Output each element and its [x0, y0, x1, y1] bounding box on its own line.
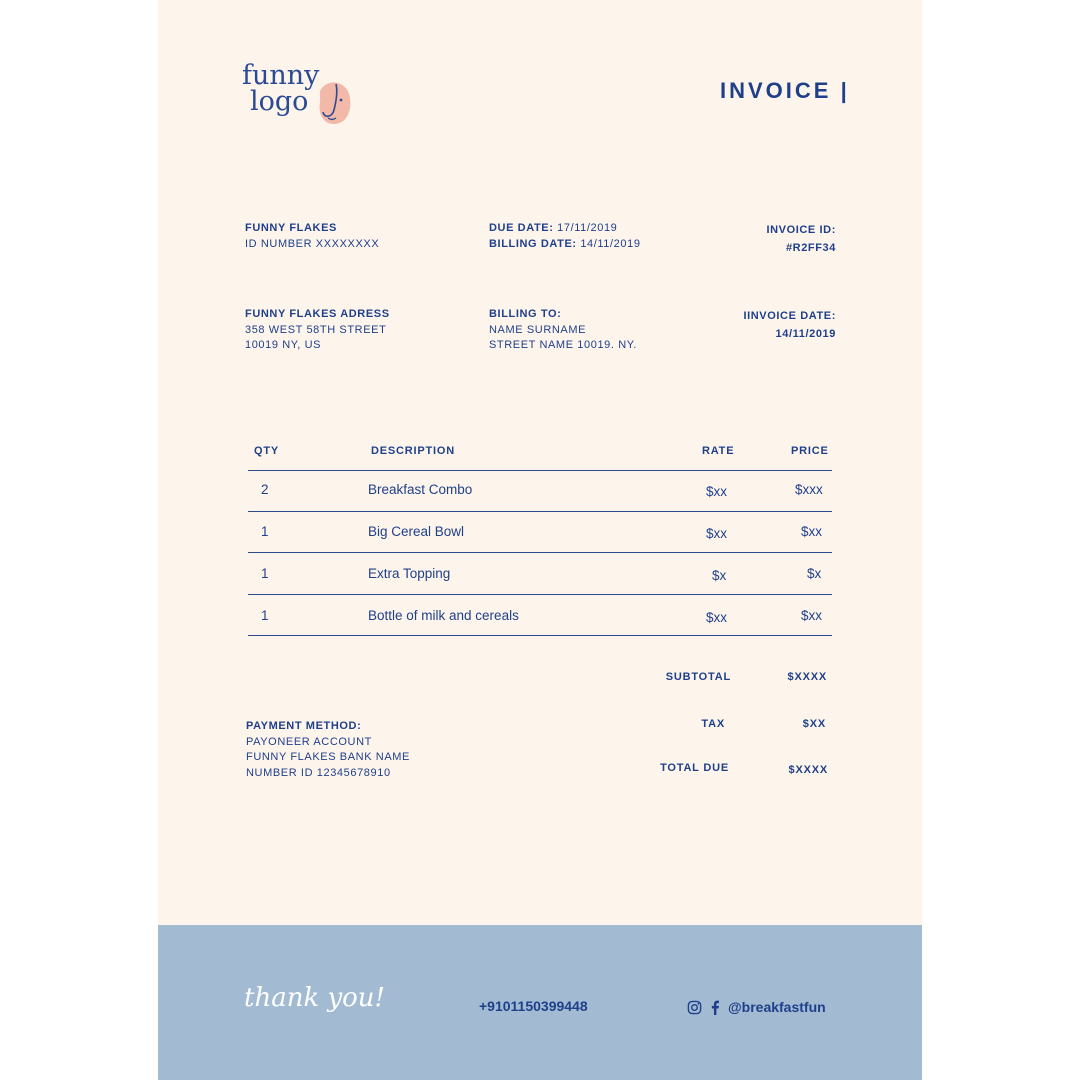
- invoice-id-block: [766, 221, 836, 257]
- tax-value: $XX: [802, 718, 826, 730]
- phone-number: +9101150399448: [479, 998, 588, 1014]
- billing-to-street: STREET NAME 10019. NY.: [489, 339, 637, 351]
- due-date-value: 17/11/2019: [557, 222, 618, 234]
- company-block: [245, 221, 379, 252]
- row-description: Bottle of milk and cereals: [368, 608, 519, 623]
- row-description: Extra Topping: [368, 566, 451, 581]
- company-id: ID NUMBER XXXXXXXX: [245, 237, 380, 250]
- face-icon: [314, 78, 354, 128]
- table-divider: [248, 594, 832, 595]
- row-description: Breakfast Combo: [368, 482, 473, 497]
- logo-text-funny: funny: [242, 60, 320, 91]
- subtotal-label: SUBTOTAL: [665, 671, 731, 683]
- total-due-value: $XXXX: [788, 764, 828, 776]
- logo: [242, 62, 362, 132]
- dates-block: [489, 221, 641, 252]
- billing-to-label: BILLING TO:: [489, 308, 562, 320]
- row-price: $xx: [801, 608, 823, 623]
- row-rate: $xx: [706, 610, 728, 625]
- subtotal-value: $XXXX: [787, 671, 827, 683]
- social-block: [687, 997, 826, 1017]
- billing-to-name: NAME SURNAME: [489, 323, 587, 336]
- billing-date-value: 14/11/2019: [580, 237, 641, 250]
- col-rate-header: RATE: [702, 445, 735, 457]
- invoice-date-block: [743, 307, 836, 343]
- invoice-date-label: IINVOICE DATE:: [743, 310, 836, 322]
- row-qty: 1: [261, 524, 269, 539]
- invoice-title: INVOICE |: [720, 78, 850, 103]
- address-block: [245, 307, 390, 354]
- row-qty: 1: [261, 608, 269, 623]
- row-rate: $xx: [706, 526, 728, 541]
- row-qty: 2: [261, 482, 269, 497]
- table-divider: [248, 511, 832, 512]
- facebook-icon[interactable]: [710, 1000, 720, 1015]
- footer-band: [158, 925, 922, 1080]
- col-qty-header: QTY: [254, 445, 280, 457]
- invoice-id-value: #R2FF34: [785, 242, 836, 254]
- invoice-id-label: INVOICE ID:: [766, 224, 836, 236]
- row-price: $x: [807, 566, 822, 581]
- company-name: FUNNY FLAKES: [245, 222, 337, 234]
- payment-line2: FUNNY FLAKES BANK NAME: [246, 751, 410, 763]
- row-rate: $x: [712, 568, 727, 583]
- tax-label: TAX: [701, 718, 725, 730]
- logo-text-logo: logo: [250, 86, 309, 117]
- table-divider: [248, 470, 832, 471]
- billing-date-label: BILLING DATE:: [489, 237, 577, 250]
- billing-to-block: [489, 307, 637, 354]
- row-rate: $xx: [706, 484, 728, 499]
- col-price-header: PRICE: [791, 445, 829, 457]
- address-line2: 10019 NY, US: [245, 339, 322, 351]
- invoice-date-value: 14/11/2019: [775, 328, 836, 340]
- thank-you-text: thank you!: [244, 983, 385, 1013]
- total-due-label: TOTAL DUE: [660, 762, 729, 774]
- row-price: $xx: [801, 524, 823, 539]
- instagram-icon[interactable]: [687, 1000, 702, 1015]
- address-label: FUNNY FLAKES ADRESS: [245, 308, 390, 320]
- social-handle[interactable]: @breakfastfun: [728, 999, 826, 1015]
- payment-block: [246, 719, 410, 781]
- payment-line1: PAYONEER ACCOUNT: [246, 735, 372, 748]
- table-divider: [248, 552, 832, 553]
- due-date-label: DUE DATE:: [489, 222, 554, 234]
- payment-label: PAYMENT METHOD:: [246, 720, 362, 732]
- invoice-page: [158, 0, 922, 1080]
- row-price: $xxx: [795, 482, 823, 497]
- address-line1: 358 WEST 58TH STREET: [245, 323, 387, 336]
- table-divider: [248, 635, 832, 636]
- row-description: Big Cereal Bowl: [368, 524, 465, 539]
- col-description-header: DESCRIPTION: [371, 445, 455, 457]
- row-qty: 1: [261, 566, 269, 581]
- payment-line3: NUMBER ID 12345678910: [246, 766, 391, 779]
